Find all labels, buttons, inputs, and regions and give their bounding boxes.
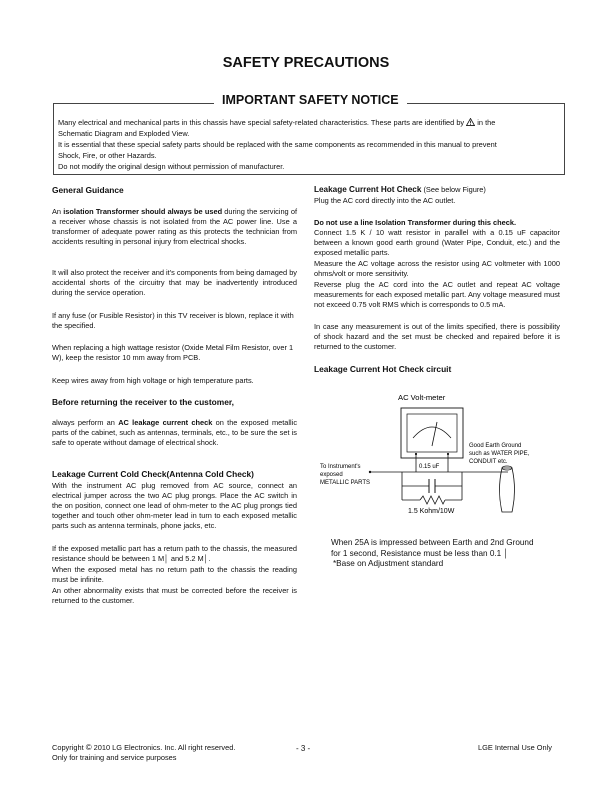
capacitor-label: 0.15 uF [419,464,440,470]
notice-line-3: It is essential that these special safety parts should be replaced with the same components as recommended in this manual to prevent [58,140,497,149]
left-paragraph-7: With the instrument AC plug removed from AC source, connect an electrical jumper across the two AC plug prongs. Place the AC switch in the on position, connect one lead of ohm-meter to the AC plug prongs tied together and touch other ohm-meter lead in turn to each exposed metallic parts such as antenna terminals, phone jacks, etc. [52,481,297,530]
notice-line-1a: Many electrical and mechanical parts in this chassis have special safety-related characteristics. These parts are identified by [58,118,465,127]
page-title: SAFETY PRECAUTIONS [222,55,390,71]
left-paragraph-9: When the exposed metal has no return path to the chassis the reading must be infinite. [52,565,297,584]
left-label-2: exposed [320,472,343,478]
left-paragraph-5: Keep wires away from high voltage or high temperature parts. [52,376,254,385]
left-paragraph-3: If any fuse (or Fusible Resistor) in this TV receiver is blown, replace it with the specified. [52,311,294,330]
resistor-label: 1.5 Kohm/10W [408,508,455,515]
meter-face [407,414,457,452]
p6-post: on the exposed metallic parts of the cabinet, such as antennas, terminals, etc., to be sure the set is safe to operate without damage of electrical shock. [52,418,298,447]
left-label-3: METALLIC PARTS [320,480,371,486]
before-returning-heading: Before returning the receiver to the customer, [52,397,234,407]
right-paragraph-6: In case any measurement is out of the limits specified, there is possibility of shock hazard and the set must be checked and repaired before it is returned to the customer. [314,322,560,351]
copyright-symbol: © [85,743,92,752]
ground-label-1: Good Earth Ground [469,443,522,449]
page-number: - 3 - [296,744,311,753]
notice-line-1b: in the [477,118,496,127]
cold-check-heading: Leakage Current Cold Check(Antenna Cold Check) [52,469,254,479]
diagram-note [331,538,534,570]
notice-line-5: Do not modify the original design without permission of manufacturer. [58,162,285,171]
footer-line-2: Only for training and service purposes [52,753,177,762]
water-pipe-icon [500,468,515,512]
note-line-2: for 1 second, Resistance must be less than 0.1 │ [331,548,509,558]
p1-pre: An [52,207,64,216]
right-paragraph-5: Reverse plug the AC cord into the AC outlet and repeat AC voltage measurements for each exposed metallic part. Any voltage measured must not exceed 0.75 volt RMS which is corresponds to 0.5 mA. [314,280,560,309]
meter-needle [432,422,437,446]
resistor [420,496,445,504]
right-paragraph-3: Connect 1.5 K / 10 watt resistor in parallel with a 0.15 uF capacitor between a known good earth ground (Water Pipe, Conduit, etc.) and the exposed metallic parts. [314,228,560,257]
note-line-1: When 25A is impressed between Earth and 2nd Ground [331,538,534,547]
left-paragraph-10: An other abnormality exists that must be corrected before the receiver is returned to the customer. [52,586,297,605]
left-paragraph-6 [52,418,297,448]
p1-bold: isolation Transformer should always be used [63,207,223,216]
p6-pre: always perform an [52,418,119,427]
meter-label: AC Volt-meter [398,393,446,402]
circuit-heading: Leakage Current Hot Check circuit [314,364,452,374]
left-paragraph-1 [52,207,297,247]
left-label-1: To Instrument's [320,464,361,470]
hot-check-heading: Leakage Current Hot Check [314,185,422,194]
hot-check-heading-line [314,185,560,195]
general-guidance-heading: General Guidance [52,185,124,195]
warning-triangle-icon [466,118,475,126]
left-paragraph-2: It will also protect the receiver and it's components from being damaged by accidental shorts of the circuitry that may be inadvertently introduced during the service operation. [52,268,297,297]
footer-copyright [52,743,235,763]
left-paragraph-8: If the exposed metallic part has a return path to the chassis, the measured resistance should be between 1 M│ and 5.2 M│. [52,544,297,563]
copyright-rest: 2010 LG Electronics. Inc. All right reserved. [93,743,236,752]
hot-check-heading-suffix: (See below Figure) [421,185,486,194]
right-paragraph-2: Do not use a line Isolation Transformer during this check. [314,218,517,227]
notice-line-2: Schematic Diagram and Exploded View. [58,129,190,138]
notice-body [58,117,558,172]
p6-bold: AC leakage current check [118,418,213,427]
right-paragraph-4: Measure the AC voltage across the resistor using AC voltmeter with 1000 ohms/volt or more sensitivity. [314,259,560,278]
meter-scale [413,427,451,438]
leakage-circuit-diagram [312,386,562,526]
notice-line-4: Shock, Fire, or other Hazards. [58,151,157,160]
p1-post: during the servicing of a receiver whose chassis is not isolated from the AC power line. Use a transformer of adequate power rating as this protects the technician from accidents resulting in personal injury from electrical shocks. [52,207,298,246]
probe-terminal [369,471,371,473]
ground-label-2: such as WATER PIPE, [469,451,530,457]
notice-heading: IMPORTANT SAFETY NOTICE [214,93,407,107]
right-paragraph-1: Plug the AC cord directly into the AC outlet. [314,196,456,205]
copyright-word: Copyright [52,743,84,752]
ground-label-3: CONDUIT etc. [469,459,508,465]
meter-box [401,408,463,458]
note-line-3: *Base on Adjustment standard [333,559,444,568]
left-paragraph-4: When replacing a high wattage resistor (Oxide Metal Film Resistor, over 1 W), keep the resistor 10 mm away from PCB. [52,343,294,362]
footer-internal-use: LGE Internal Use Only [478,743,552,752]
